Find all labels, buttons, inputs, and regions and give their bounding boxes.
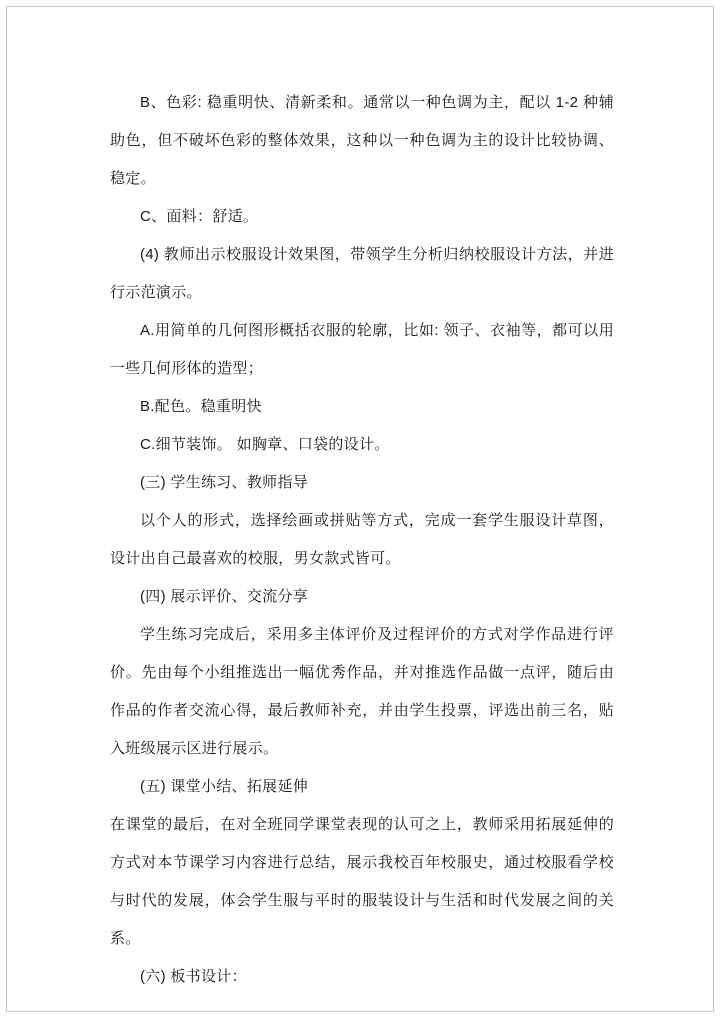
document-body (110, 84, 614, 996)
paragraph: A.用简单的几何图形概括衣服的轮廓，比如: 领子、衣袖等，都可以用一些几何形体的造型； (110, 322, 614, 377)
paragraph: B、色彩: 稳重明快、清新柔和。通常以一种色调为主，配以 1-2 种辅助色，但不破坏色彩的整体效果，这种以一种色调为主的设计比较协调、稳定。 (110, 94, 614, 187)
paragraph: (4) 教师出示校服设计效果图，带领学生分析归纳校服设计方法，并进行示范演示。 (110, 246, 614, 301)
paragraph: 以个人的形式，选择绘画或拼贴等方式，完成一套学生服设计草图，设计出自己最喜欢的校服，男女款式皆可。 (110, 512, 614, 567)
section-heading: (三) 学生练习、教师指导 (140, 474, 309, 491)
paragraph: B.配色。稳重明快 (140, 398, 262, 415)
paragraph: C.细节装饰。 如胸章、口袋的设计。 (140, 436, 390, 453)
section-heading: (五) 课堂小结、拓展延伸 (140, 778, 309, 795)
section-heading: (六) 板书设计： (140, 968, 247, 985)
paragraph: 在课堂的最后，在对全班同学课堂表现的认可之上，教师采用拓展延伸的方式对本节课学习内容进行总结，展示我校百年校服史，通过校服看学校与时代的发展，体会学生服与平时的服装设计与生活和时代发展之间的关系。 (110, 816, 614, 947)
paragraph: 学生练习完成后，采用多主体评价及过程评价的方式对学作品进行评价。先由每个小组推选出一幅优秀作品，并对推选作品做一点评，随后由作品的作者交流心得，最后教师补充，并由学生投票，评选出前三名，贴入班级展示区进行展示。 (110, 626, 614, 757)
paragraph: C、面料：舒适。 (140, 208, 259, 225)
section-heading: (四) 展示评价、交流分享 (140, 588, 309, 605)
